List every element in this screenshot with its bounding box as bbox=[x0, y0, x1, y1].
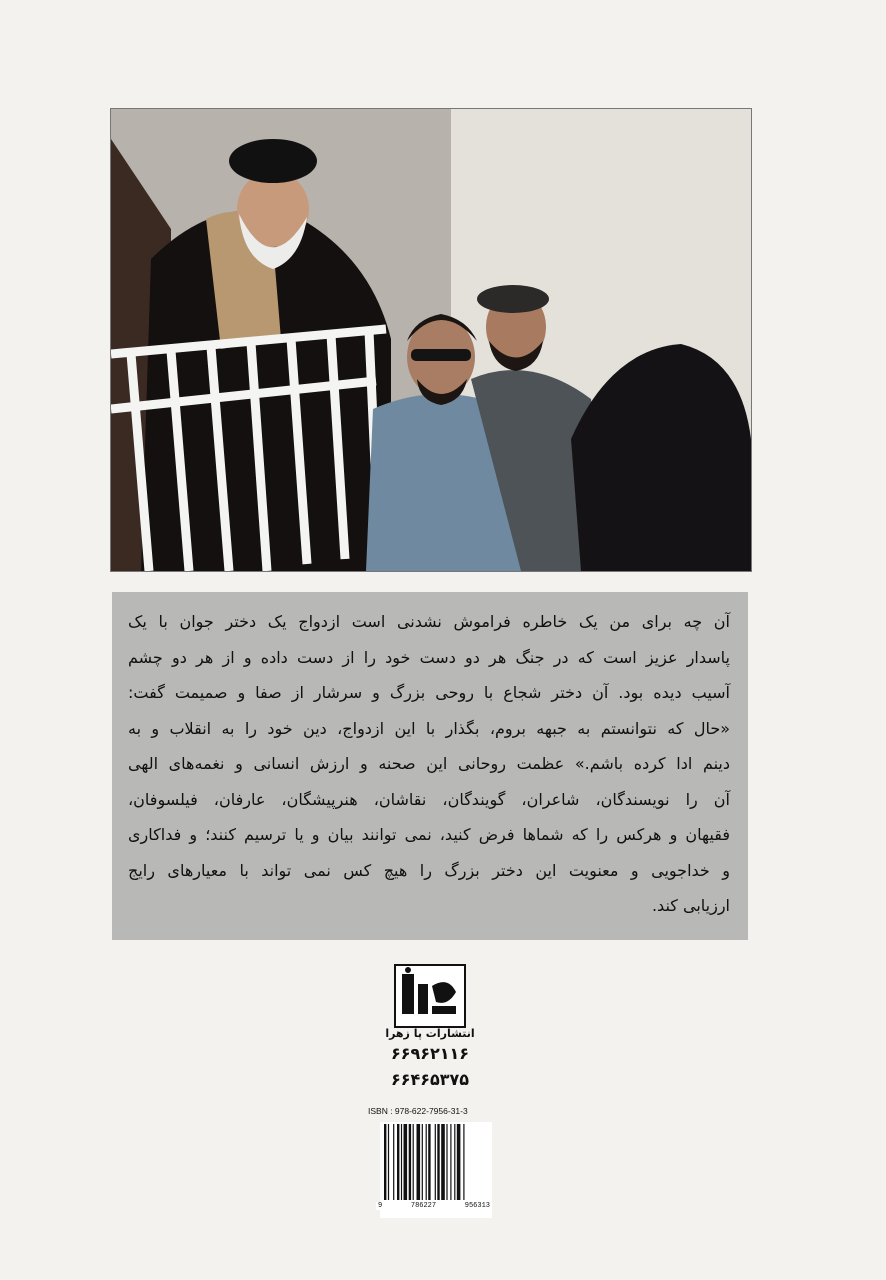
barcode-bar bbox=[409, 1124, 411, 1200]
barcode-bar bbox=[446, 1124, 447, 1200]
barcode-bar bbox=[393, 1124, 394, 1200]
quote-line: آن چه برای من یک خاطره فراموش نشدنی است ازدواج یک دختر جوان با یک bbox=[128, 612, 730, 631]
barcode-bar bbox=[450, 1124, 451, 1200]
barcode-bar bbox=[428, 1124, 430, 1200]
quote-line: فقیهان و هرکس را که شماها فرض کنید، نمی توانند بیان و یا ترسیم کنند؛ و فداکاری bbox=[128, 825, 730, 844]
quote-line: پاسدار عزیز است که در جنگ هر دو دست خود را از دست داده و از هر دو چشم bbox=[128, 647, 730, 667]
publisher-logo-icon bbox=[394, 964, 466, 1028]
barcode-bar bbox=[441, 1124, 445, 1200]
barcode-bar bbox=[454, 1124, 455, 1200]
barcode-digits bbox=[376, 1202, 492, 1210]
barcode-bar bbox=[463, 1124, 464, 1200]
barcode-bar bbox=[422, 1124, 423, 1200]
barcode-bar bbox=[457, 1124, 461, 1200]
barcode-bar bbox=[404, 1124, 408, 1200]
quote-line: آن را نویسندگان، شاعران، گویندگان، نقاشان، هنرپیشگان، عارفان، فیلسوفان، bbox=[128, 789, 730, 809]
isbn-label: ISBN : 978-622-7956-31-3 bbox=[368, 1106, 468, 1116]
barcode-bar bbox=[435, 1124, 436, 1200]
barcode-bar bbox=[437, 1124, 439, 1200]
barcode-digit-group: 956313 bbox=[464, 1202, 490, 1210]
publisher-phone-2: ۶۶۴۶۵۳۷۵ bbox=[390, 1070, 470, 1089]
barcode-bar bbox=[417, 1124, 421, 1200]
cover-photo bbox=[110, 108, 752, 572]
cover-photograph bbox=[111, 109, 751, 571]
quote-line: ارزیابی کند. bbox=[651, 896, 730, 915]
quote-line: و خداجویی و معنویت این دختر بزرگ را هیچ کس نمی تواند با معیارهای رایج bbox=[128, 860, 730, 880]
barcode-bar bbox=[401, 1124, 402, 1200]
barcode-digit-group: 786227 bbox=[410, 1202, 437, 1210]
quote-line: «حال که نتوانستم به جبهه بروم، بگذار با این ازدواج، دین خود را به انقلاب و به bbox=[128, 718, 730, 738]
quote-line: آسیب دیده بود. آن دختر شجاع با روحی بزرگ و سرشار از صفا و صمیمت گفت: bbox=[128, 683, 730, 702]
publisher-phone-1: ۶۶۹۶۲۱۱۶ bbox=[390, 1044, 470, 1063]
barcode-bar bbox=[426, 1124, 427, 1200]
barcode-bar bbox=[397, 1124, 399, 1200]
barcode-bar bbox=[384, 1124, 386, 1200]
back-cover-quote bbox=[112, 592, 748, 940]
barcode-digit-group: 9 bbox=[378, 1202, 383, 1210]
publisher-name: انتشارات پا زهرا bbox=[385, 1027, 475, 1040]
barcode-bar bbox=[388, 1124, 389, 1200]
quote-line: دینم ادا کرده باشم.» عظمت روحانی این صحنه و ارزش انسانی و نغمه‌های الهی bbox=[128, 754, 730, 773]
barcode-bar bbox=[413, 1124, 414, 1200]
